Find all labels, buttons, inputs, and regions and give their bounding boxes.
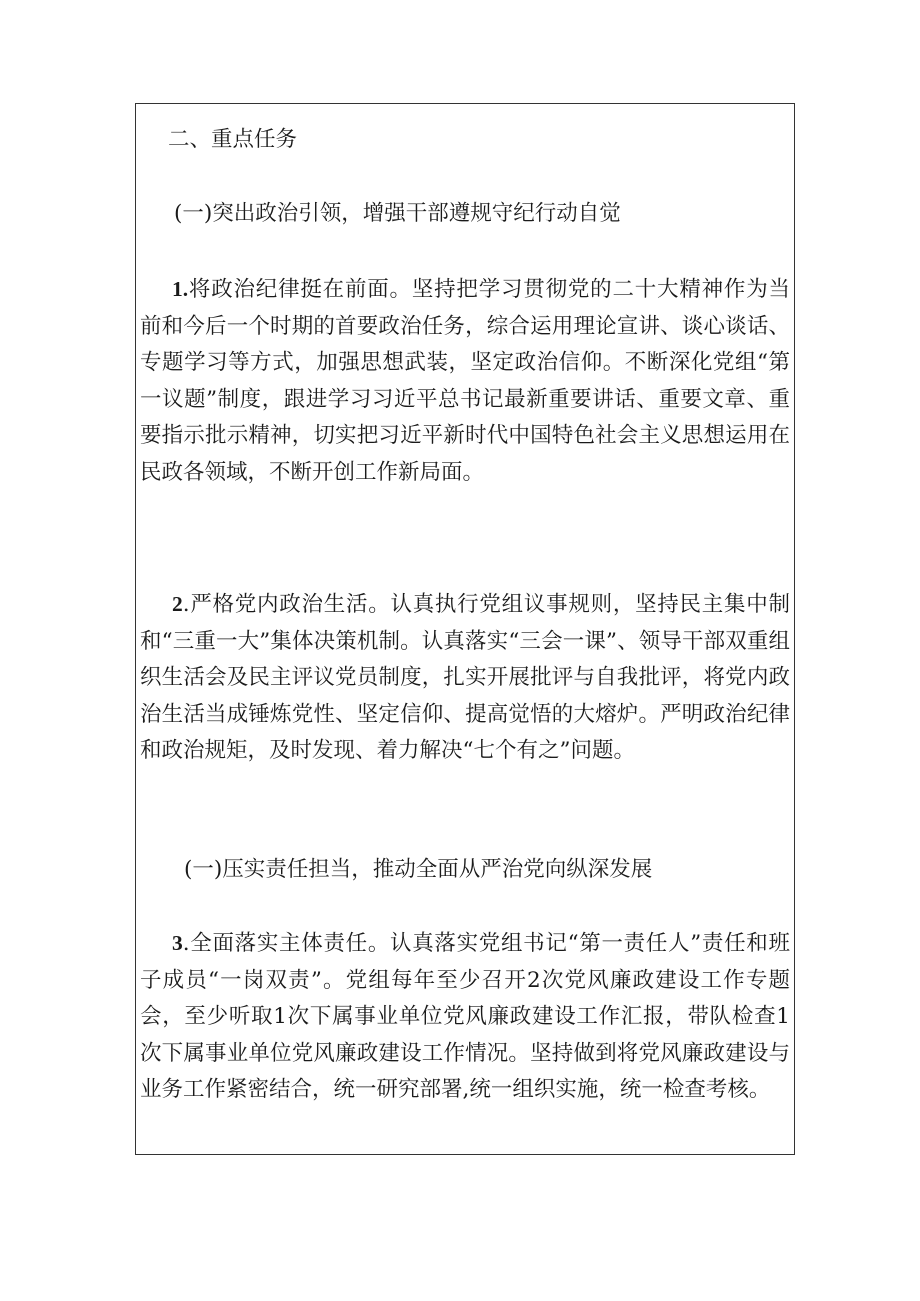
paragraph-item-3 (140, 925, 790, 1109)
item-number-2: 2 (172, 592, 183, 616)
item-number-1: 1. (172, 277, 189, 301)
item-text-3: .全面落实主体责任。认真落实党组书记“第一责任人”责任和班子成员“一岗双责”。党组每年至少召开2次党风廉政建设工作专题会，至少听取1次下属事业单位党风廉政建设工作汇报，带队检查1次下属事业单位党风廉政建设工作情况。坚持做到将党风廉政建设与业务工作紧密结合，统一研究部署,统一组织实施，统一检查考核。 (140, 931, 790, 1102)
document-frame (135, 103, 795, 1155)
subsection-heading-1: (一)突出政治引领，增强干部遵规守纪行动自觉 (174, 201, 621, 226)
item-number-3: 3 (172, 931, 183, 955)
item-text-1: 将政治纪律挺在前面。坚持把学习贯彻党的二十大精神作为当前和今后一个时期的首要政治任务，综合运用理论宣讲、谈心谈话、专题学习等方式，加强思想武装，坚定政治信仰。不断深化党组“第一议题”制度，跟进学习习近平总书记最新重要讲话、重要文章、重要指示批示精神，切实把习近平新时代中国特色社会主义思想运用在民政各领域，不断开创工作新局面。 (140, 277, 790, 485)
subsection-heading-2: (一)压实责任担当，推动全面从严治党向纵深发展 (184, 857, 653, 882)
item-text-2: .严格党内政治生活。认真执行党组议事规则，坚持民主集中制和“三重一大”集体决策机制。认真落实“三会一课”、领导干部双重组织生活会及民主评议党员制度，扎实开展批评与自我批评，将党内政治生活当成锤炼党性、坚定信仰、提高觉悟的大熔炉。严明政治纪律和政治规矩，及时发现、着力解决“七个有之”问题。 (140, 592, 790, 763)
paragraph-item-2 (140, 586, 790, 770)
section-title: 二、重点任务 (168, 127, 298, 152)
paragraph-item-1 (140, 271, 790, 491)
